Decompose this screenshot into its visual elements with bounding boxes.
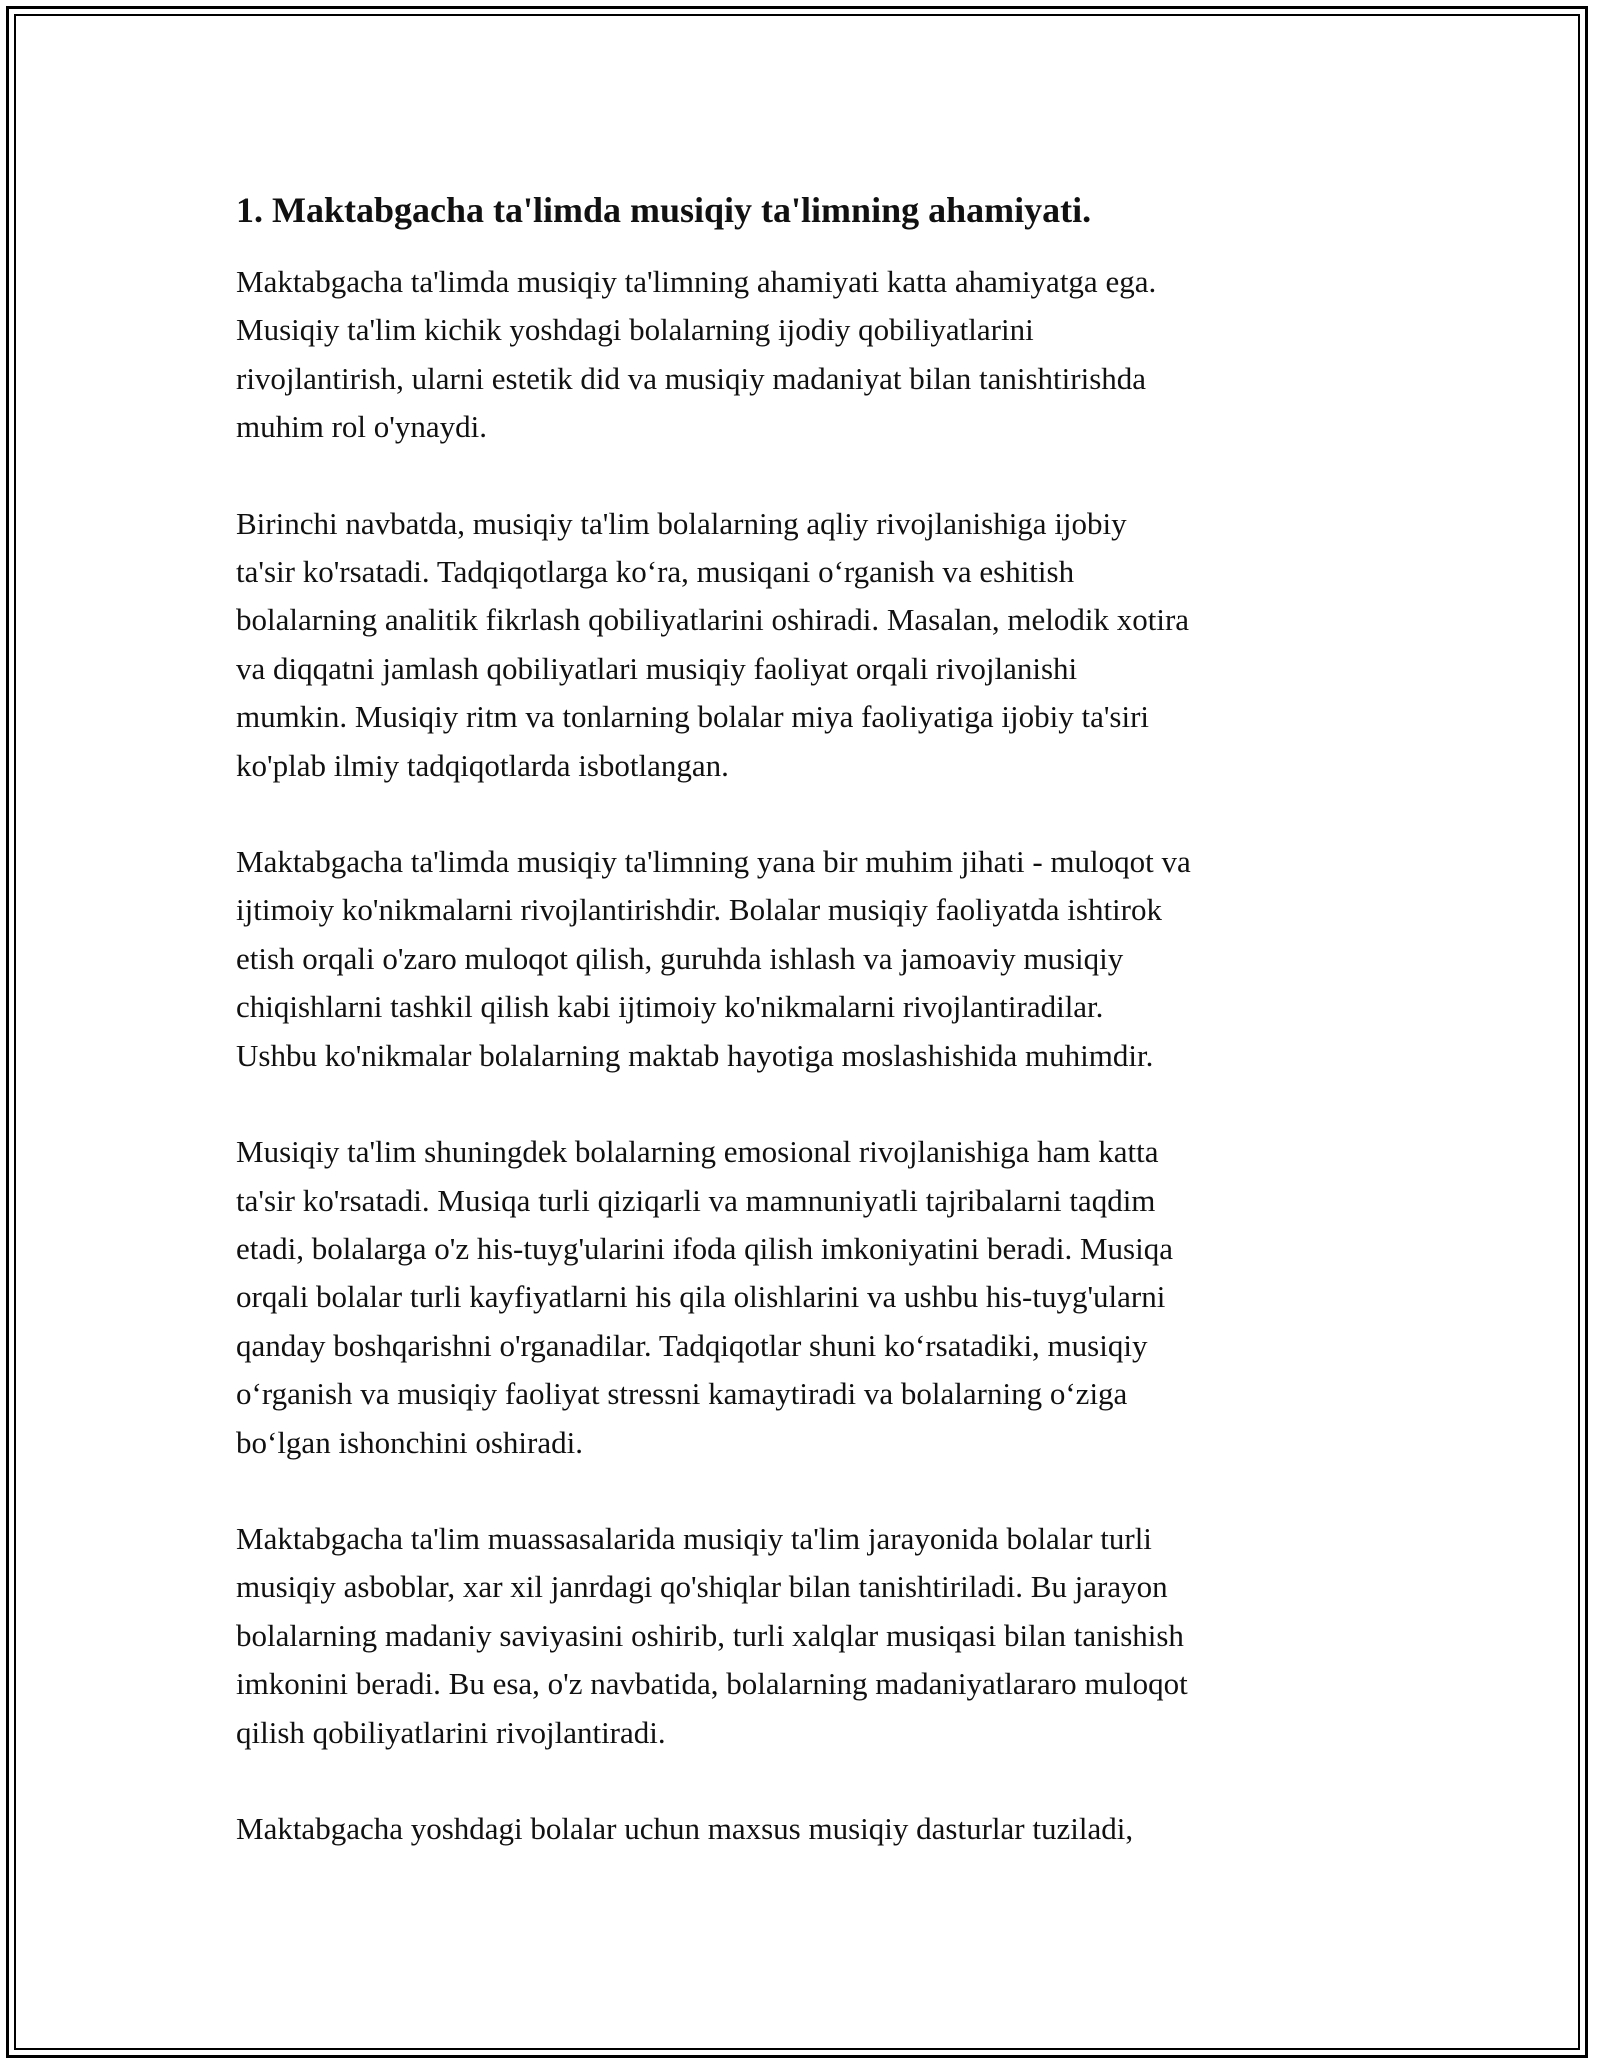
paragraph	[236, 1128, 1376, 1467]
paragraph-line: Ushbu ko'nikmalar bolalarning maktab hayotiga moslashishida muhimdir.	[236, 1037, 1154, 1073]
paragraph-line: Musiqiy ta'lim shuningdek bolalarning emosional rivojlanishiga ham katta	[236, 1134, 1159, 1170]
paragraph	[236, 1515, 1376, 1757]
paragraph	[236, 1805, 1376, 1853]
paragraph	[236, 500, 1376, 790]
paragraph-line: qanday boshqarishni o'rganadilar. Tadqiqotlar shuni ko‘rsatadiki, musiqiy	[236, 1327, 1148, 1363]
paragraph-line: bolalarning madaniy saviyasini oshirib, turli xalqlar musiqasi bilan tanishish	[236, 1617, 1184, 1653]
paragraph-line: etish orqali o'zaro muloqot qilish, guruhda ishlash va jamoaviy musiqiy	[236, 940, 1124, 976]
paragraph-line: ta'sir ko'rsatadi. Musiqa turli qiziqarli va mamnuniyatli tajribalarni taqdim	[236, 1182, 1156, 1218]
paragraph-line: o‘rganish va musiqiy faoliyat stressni kamaytiradi va bolalarning o‘ziga	[236, 1376, 1128, 1412]
paragraph	[236, 258, 1376, 452]
paragraph-line: ko'plab ilmiy tadqiqotlarda isbotlangan.	[236, 747, 729, 783]
paragraph-line: Maktabgacha ta'limda musiqiy ta'limning yana bir muhim jihati - muloqot va	[236, 844, 1191, 880]
paragraph-line: bo‘lgan ishonchini oshiradi.	[236, 1424, 583, 1460]
paragraph-line: imkonini beradi. Bu esa, o'z navbatida, bolalarning madaniyatlararo muloqot	[236, 1666, 1188, 1702]
paragraph-line: mumkin. Musiqiy ritm va tonlarning bolalar miya faoliyatiga ijobiy ta'siri	[236, 699, 1150, 735]
paragraph-line: Birinchi navbatda, musiqiy ta'lim bolalarning aqliy rivojlanishiga ijobiy	[236, 505, 1127, 541]
paragraph-line: ijtimoiy ko'nikmalarni rivojlantirishdir. Bolalar musiqiy faoliyatda ishtirok	[236, 892, 1162, 928]
paragraph-line: qilish qobiliyatlarini rivojlantiradi.	[236, 1714, 666, 1750]
document-body	[236, 188, 1376, 1901]
document-title: 1. Maktabgacha ta'limda musiqiy ta'limning ahamiyati.	[236, 190, 1092, 230]
paragraph-line: Musiqiy ta'lim kichik yoshdagi bolalarning ijodiy qobiliyatlarini	[236, 312, 1034, 348]
paragraph-line: Maktabgacha ta'limda musiqiy ta'limning ahamiyati katta ahamiyatga ega.	[236, 264, 1157, 299]
paragraph-list	[236, 258, 1376, 1853]
paragraph-line: chiqishlarni tashkil qilish kabi ijtimoiy ko'nikmalarni rivojlantiradilar.	[236, 989, 1104, 1025]
paragraph-line: muhim rol o'ynaydi.	[236, 409, 487, 445]
paragraph-line: orqali bolalar turli kayfiyatlarni his qila olishlarini va ushbu his-tuyg'ularni	[236, 1279, 1166, 1315]
paragraph-line: Maktabgacha yoshdagi bolalar uchun maxsus musiqiy dasturlar tuziladi,	[236, 1810, 1134, 1846]
paragraph-line: bolalarning analitik fikrlash qobiliyatlarini oshiradi. Masalan, melodik xotira	[236, 602, 1190, 638]
paragraph	[236, 838, 1376, 1080]
paragraph-line: rivojlantirish, ularni estetik did va musiqiy madaniyat bilan tanishtirishda	[236, 360, 1147, 396]
paragraph-line: va diqqatni jamlash qobiliyatlari musiqiy faoliyat orqali rivojlanishi	[236, 650, 1078, 686]
paragraph-line: musiqiy asboblar, xar xil janrdagi qo'shiqlar bilan tanishtiriladi. Bu jarayon	[236, 1569, 1168, 1605]
paragraph-line: etadi, bolalarga o'z his-tuyg'ularini ifoda qilish imkoniyatini beradi. Musiqa	[236, 1230, 1173, 1266]
paragraph-line: Maktabgacha ta'lim muassasalarida musiqiy ta'lim jarayonida bolalar turli	[236, 1520, 1152, 1556]
paragraph-line: ta'sir ko'rsatadi. Tadqiqotlarga ko‘ra, musiqani o‘rganish va eshitish	[236, 554, 1075, 590]
